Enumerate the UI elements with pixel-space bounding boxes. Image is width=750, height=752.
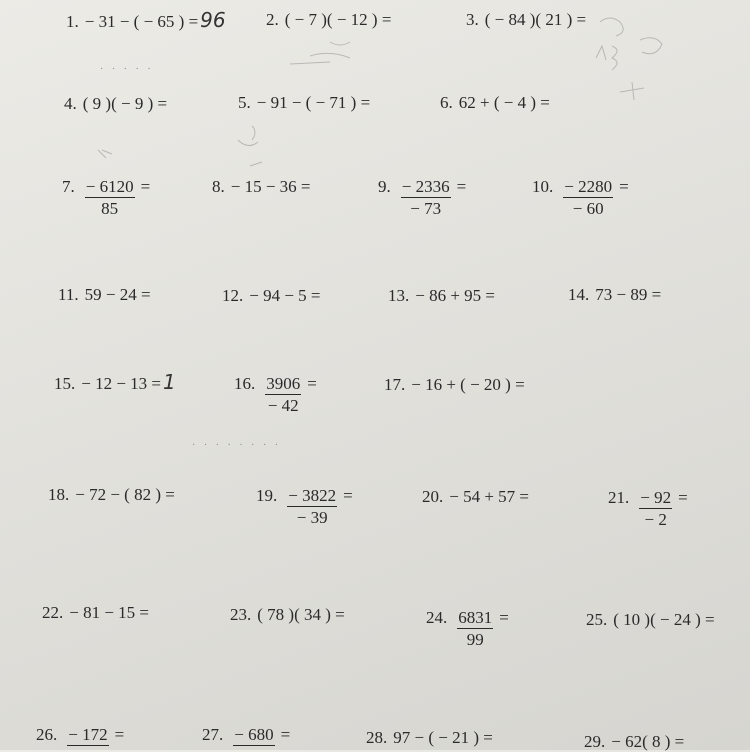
problem-14 — [568, 285, 661, 305]
fraction — [85, 177, 135, 220]
handwritten-answer: 96 — [200, 8, 226, 32]
fraction — [233, 725, 274, 746]
problem-19 — [256, 486, 353, 529]
denominator: − 60 — [572, 199, 604, 218]
problem-number: 6. — [440, 93, 453, 112]
fraction — [265, 374, 301, 417]
problem-18 — [48, 485, 175, 505]
problem-number: 3. — [466, 10, 479, 29]
problem-expression: − 86 + 95 = — [415, 286, 496, 305]
numerator: − 172 — [68, 725, 108, 744]
problem-number: 25. — [586, 610, 608, 629]
equals-sign: = — [280, 725, 291, 744]
problem-21 — [608, 488, 688, 531]
problem-expression: − 31 − ( − 65 ) = — [84, 12, 199, 31]
problem-expression: ( − 7 )( − 12 ) = — [284, 10, 392, 29]
handwritten-answer: 1 — [163, 370, 176, 394]
fraction — [401, 177, 451, 220]
problem-number: 1. — [66, 12, 79, 31]
problem-expression: 62 + ( − 4 ) = — [458, 93, 550, 112]
numerator: − 2336 — [401, 177, 450, 196]
problem-9 — [378, 177, 466, 220]
numerator: − 92 — [640, 488, 672, 507]
denominator: 85 — [101, 199, 119, 218]
problem-number: 7. — [62, 177, 75, 196]
problem-2 — [266, 10, 391, 30]
problem-number: 10. — [532, 177, 554, 196]
denominator: − 42 — [267, 396, 299, 415]
fraction — [457, 608, 493, 651]
fraction — [287, 486, 337, 529]
problem-25 — [586, 610, 715, 630]
numerator: 6831 — [458, 608, 493, 627]
problem-number: 8. — [212, 177, 225, 196]
problem-number: 21. — [608, 488, 630, 507]
problem-23 — [230, 605, 345, 625]
problem-24 — [426, 608, 509, 651]
problem-expression: ( − 84 )( 21 ) = — [484, 10, 587, 29]
problem-expression: 97 − ( − 21 ) = — [393, 728, 493, 747]
denominator: − 39 — [296, 508, 328, 527]
problem-expression: − 12 − 13 = — [81, 374, 162, 393]
problem-number: 23. — [230, 605, 252, 624]
problem-expression: 73 − 89 = — [595, 285, 662, 304]
problem-number: 19. — [256, 486, 278, 505]
problem-number: 12. — [222, 286, 244, 305]
numerator: − 680 — [234, 725, 274, 744]
problem-3 — [466, 10, 586, 30]
problem-number: 4. — [64, 94, 77, 113]
problem-expression: − 72 − ( 82 ) = — [75, 485, 175, 504]
problem-number: 22. — [42, 603, 64, 622]
problem-expression: − 94 − 5 = — [249, 286, 321, 305]
problem-number: 15. — [54, 374, 76, 393]
equals-sign: = — [343, 486, 353, 505]
fraction — [639, 488, 672, 531]
problem-12 — [222, 286, 321, 306]
numerator: − 3822 — [288, 486, 337, 505]
problem-expression: − 62( 8 ) = — [611, 732, 685, 751]
problem-22 — [42, 603, 149, 623]
problem-28 — [366, 728, 493, 748]
problem-10 — [532, 177, 629, 220]
numerator: 3906 — [266, 374, 301, 393]
problem-expression: − 54 + 57 = — [449, 487, 530, 506]
problem-expression: − 81 − 15 = — [69, 603, 150, 622]
problem-13 — [388, 286, 495, 306]
fraction — [67, 725, 108, 746]
equals-sign: = — [619, 177, 629, 196]
problem-11 — [58, 285, 151, 305]
problem-number: 26. — [36, 725, 58, 744]
problem-number: 20. — [422, 487, 444, 506]
problem-expression: 59 − 24 = — [84, 285, 151, 304]
problem-number: 11. — [58, 285, 79, 304]
problem-expression: ( 9 )( − 9 ) = — [82, 94, 168, 113]
problem-7 — [62, 177, 150, 220]
numerator: − 2280 — [564, 177, 613, 196]
problem-8 — [212, 177, 311, 197]
numerator: − 6120 — [85, 177, 134, 196]
equals-sign: = — [678, 488, 688, 507]
problem-number: 13. — [388, 286, 410, 305]
problem-number: 18. — [48, 485, 70, 504]
denominator: 99 — [466, 630, 484, 649]
denominator: − 73 — [410, 199, 442, 218]
problem-expression: ( 10 )( − 24 ) = — [613, 610, 715, 629]
problem-1 — [66, 10, 226, 32]
problem-number: 27. — [202, 725, 224, 744]
problem-6 — [440, 93, 550, 113]
problem-17 — [384, 375, 525, 395]
problem-expression: − 91 − ( − 71 ) = — [256, 93, 371, 112]
problem-number: 29. — [584, 732, 606, 751]
problem-expression: ( 78 )( 34 ) = — [257, 605, 345, 624]
problem-20 — [422, 487, 529, 507]
problem-16 — [234, 374, 317, 417]
problem-26 — [36, 725, 124, 746]
problem-number: 14. — [568, 285, 590, 304]
problem-number: 5. — [238, 93, 251, 112]
equals-sign: = — [307, 374, 317, 393]
problem-expression: − 15 − 36 = — [230, 177, 311, 196]
faint-dots: · · · · · · · · — [192, 440, 282, 451]
problem-expression: − 16 + ( − 20 ) = — [411, 375, 525, 394]
problem-number: 9. — [378, 177, 391, 196]
problem-29 — [584, 732, 684, 752]
problem-4 — [64, 94, 167, 114]
problem-5 — [238, 93, 370, 113]
fraction — [563, 177, 613, 220]
equals-sign: = — [499, 608, 509, 627]
equals-sign: = — [456, 177, 467, 196]
problem-number: 28. — [366, 728, 388, 747]
denominator: − 2 — [644, 510, 667, 529]
problem-number: 24. — [426, 608, 448, 627]
equals-sign: = — [114, 725, 125, 744]
problem-number: 17. — [384, 375, 406, 394]
equals-sign: = — [140, 177, 151, 196]
problem-15 — [54, 372, 176, 394]
problem-number: 2. — [266, 10, 279, 29]
faint-dots: · · · · · — [100, 64, 154, 75]
problem-number: 16. — [234, 374, 256, 393]
problem-27 — [202, 725, 290, 746]
